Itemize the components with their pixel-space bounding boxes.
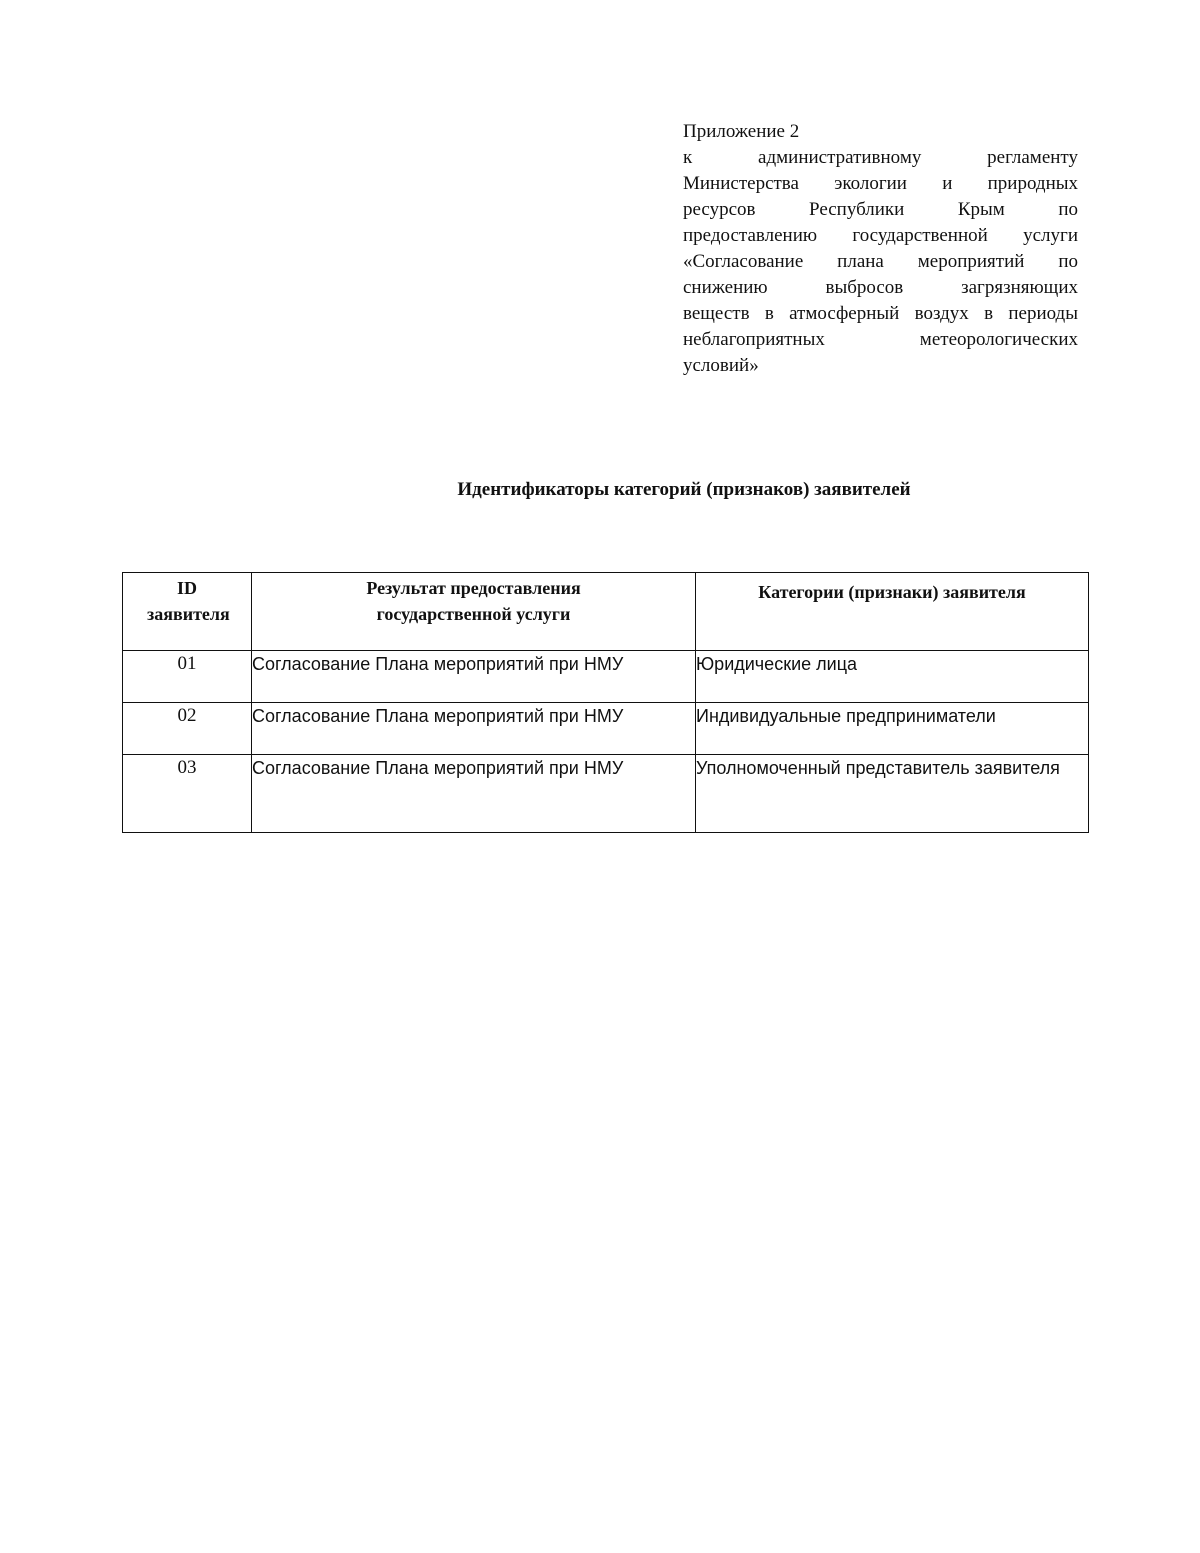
appendix-line-3: Министерства экологии и природных (683, 173, 1078, 194)
row-id: 02 (123, 703, 252, 755)
row-category: Юридические лица (696, 651, 1089, 703)
table-header-row (123, 573, 1089, 651)
header-category (696, 573, 1089, 651)
header-id (123, 573, 252, 651)
header-id-label: ID заявителя (147, 578, 230, 624)
row-id: 01 (123, 651, 252, 703)
appendix-line-10: условий» (683, 355, 759, 376)
table-row (123, 755, 1089, 833)
table-row (123, 703, 1089, 755)
row-result: Согласование Плана мероприятий при НМУ (252, 651, 696, 703)
appendix-line-6: «Согласование плана мероприятий по (683, 251, 1078, 272)
row-id: 03 (123, 755, 252, 833)
table-row (123, 651, 1089, 703)
header-result-label: Результат предоставления государственной услуги (366, 578, 581, 624)
row-result: Согласование Плана мероприятий при НМУ (252, 703, 696, 755)
appendix-line-8: веществ в атмосферный воздух в периоды (683, 303, 1078, 324)
header-result (252, 573, 696, 651)
row-category: Уполномоченный представитель заявителя (696, 755, 1089, 833)
row-result: Согласование Плана мероприятий при НМУ (252, 755, 696, 833)
appendix-line-5: предоставлению государственной услуги (683, 225, 1078, 246)
appendix-block (683, 119, 1078, 379)
applicant-categories-table (122, 572, 1089, 833)
appendix-line-4: ресурсов Республики Крым по (683, 199, 1078, 220)
appendix-line-7: снижению выбросов загрязняющих (683, 277, 1078, 298)
appendix-line-9: неблагоприятных метеорологических (683, 329, 1078, 350)
row-category: Индивидуальные предприниматели (696, 703, 1089, 755)
appendix-line-2: к административному регламенту (683, 147, 1078, 168)
header-category-label: Категории (признаки) заявителя (758, 582, 1026, 602)
document-title: Идентификаторы категорий (признаков) заявителей (457, 479, 911, 500)
appendix-line-1: Приложение 2 (683, 121, 800, 142)
